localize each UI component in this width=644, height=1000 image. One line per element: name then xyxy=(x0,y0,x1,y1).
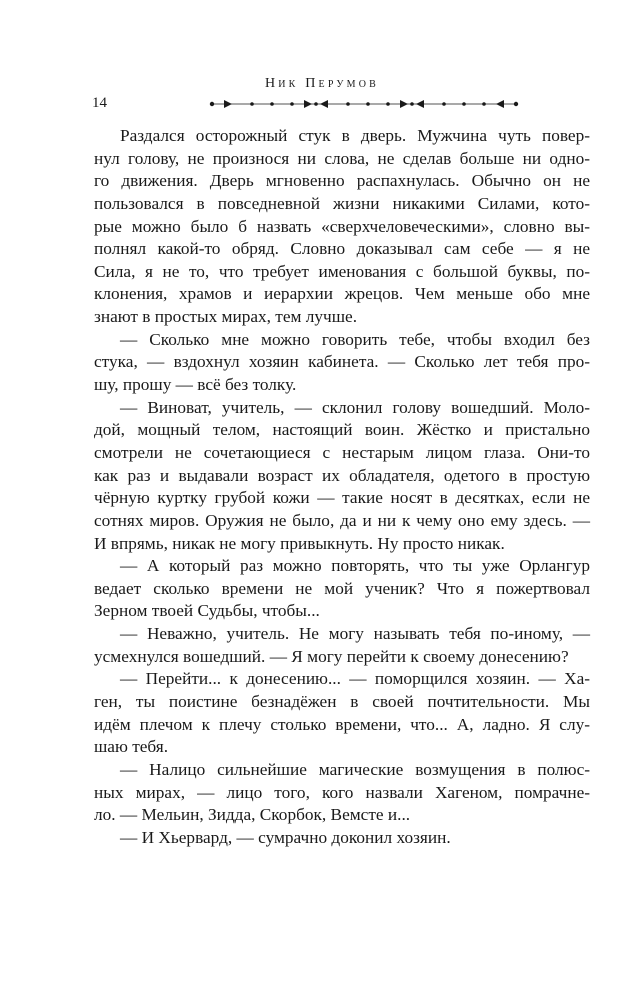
ornament-divider xyxy=(208,98,520,110)
text-line: пользовался в повседневной жизни никакими Силами, кото- xyxy=(94,193,590,213)
text-line: ло. — Мельин, Зидда, Скорбок, Вемсте и... xyxy=(94,805,411,825)
text-line: Сила, я не то, что требует именования с большой буквы, по- xyxy=(94,261,590,281)
text-line: — Перейти... к донесению... — поморщился хозяин. — Ха- xyxy=(120,669,590,689)
text-line: дой, мощный телом, настоящий воин. Жёстко и пристально xyxy=(94,420,590,440)
text-line: клонения, храмов и иерархии жрецов. Чем меньше обо мне xyxy=(94,284,590,304)
text-line: — Налицо сильнейшие магические возмущения в полюс- xyxy=(120,759,590,779)
text-line: чёрную куртку грубой кожи — такие носят в десятках, если не xyxy=(94,488,590,508)
text-line: го движения. Дверь мгновенно распахнулась. Обычно он не xyxy=(94,171,590,191)
text-line: ных мирах, — лицо того, кого назвали Хагеном, помрачне- xyxy=(94,782,590,802)
page-number: 14 xyxy=(92,95,107,111)
text-line: идём плечом к плечу столько времени, что... А, ладно. Я слу- xyxy=(94,714,590,734)
running-head: Ник Перумов xyxy=(264,76,380,91)
text-line: — Виноват, учитель, — склонил голову вошедший. Моло- xyxy=(120,397,590,417)
text-line: усмехнулся вошедший. — Я могу перейти к своему донесению? xyxy=(94,646,569,666)
text-line: смотрели не сочетающиеся с нестарым лицом глаза. Они-то xyxy=(94,442,590,462)
body-text xyxy=(94,125,590,850)
text-line: — Сколько мне можно говорить тебе, чтобы входил без xyxy=(120,329,590,349)
text-line: И впрямь, никак не могу привыкнуть. Ну просто никак. xyxy=(94,533,505,553)
text-line: знают в простых мирах, тем лучше. xyxy=(94,307,358,327)
text-line: — Неважно, учитель. Не могу называть тебя по-иному, — xyxy=(120,624,590,644)
text-line: шаю тебя. xyxy=(94,737,169,757)
text-line: — И Хьервард, — сумрачно доконил хозяин. xyxy=(120,827,451,847)
text-line: шу, прошу — всё без толку. xyxy=(94,375,297,395)
text-line: ведает сколько времени не мой ученик? Что я пожертвовал xyxy=(94,578,590,598)
text-line: как раз и выдавали возраст их обладателя, одетого в простую xyxy=(94,465,590,485)
text-line: стука, — вздохнул хозяин кабинета. — Сколько лет тебя про- xyxy=(94,352,590,372)
text-line: нул голову, не произнося ни слова, не сделав больше ни одно- xyxy=(94,148,590,168)
text-line: рые можно было б назвать «сверхчеловеческими», словно вы- xyxy=(94,216,590,236)
text-line: полнял какой-то обряд. Словно доказывал сам себе — я не xyxy=(94,239,590,259)
text-line: ген, ты поистине безнадёжен в своей почтительности. Мы xyxy=(94,692,590,712)
text-line: — А который раз можно повторять, что ты уже Орлангур xyxy=(120,556,590,576)
text-line: Раздался осторожный стук в дверь. Мужчина чуть повер- xyxy=(120,126,590,145)
text-line: сотнях миров. Оружия не было, да и ни к чему оно ему здесь. — xyxy=(94,510,590,530)
text-line: Зерном твоей Судьбы, чтобы... xyxy=(94,601,320,621)
